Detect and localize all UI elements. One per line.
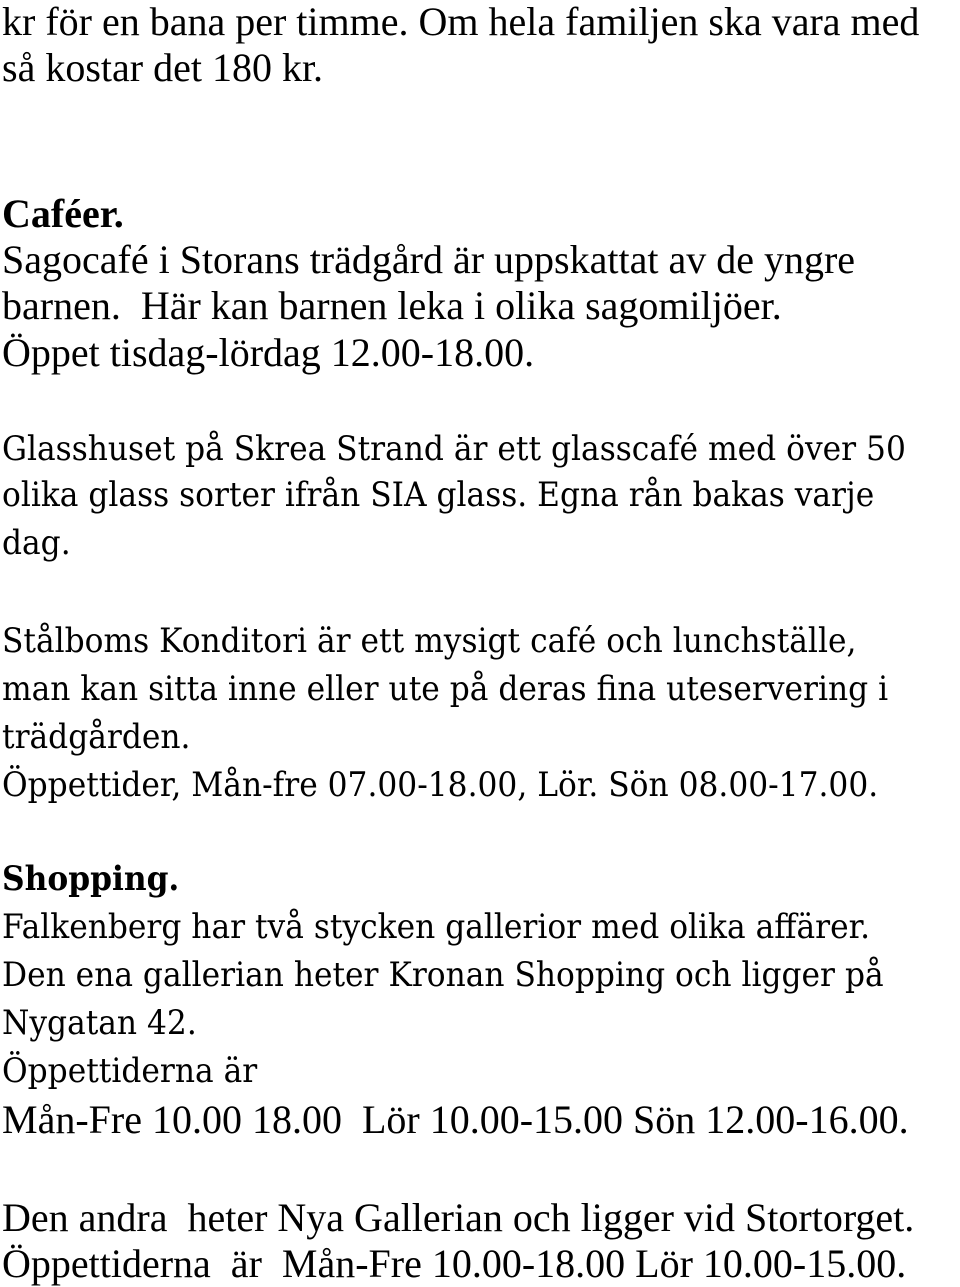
shopping-line-3: Nygatan 42. <box>2 1003 197 1043</box>
shopping-line-4: Öppettiderna är <box>2 1051 258 1091</box>
sagocafe-line-1: Sagocafé i Storans trädgård är uppskattat av de yngre <box>2 237 856 282</box>
stalboms-line-2: man kan sitta inne eller ute på deras fina uteservering i <box>2 669 889 709</box>
cafes-heading: Caféer. <box>2 191 124 236</box>
shopping-line-2: Den ena gallerian heter Kronan Shopping och ligger på <box>2 955 884 995</box>
sagocafe-line-3: Öppet tisdag-lördag 12.00-18.00. <box>2 330 535 375</box>
shopping-heading: Shopping. <box>2 859 180 899</box>
stalboms-line-1: Stålboms Konditori är ett mysigt café och lunchställe, <box>2 621 857 661</box>
glasshuset-line-2: olika glass sorter ifrån SIA glass. Egna rån bakas varje <box>2 475 875 515</box>
shopping-line-5: Mån-Fre 10.00 18.00 Lör 10.00-15.00 Sön 12.00-16.00. <box>2 1097 909 1142</box>
intro-line-1: kr för en bana per timme. Om hela familjen ska vara med <box>2 0 920 44</box>
stalboms-line-4: Öppettider, Mån-fre 07.00-18.00, Lör. Sön 08.00-17.00. <box>2 765 879 805</box>
intro-line-2: så kostar det 180 kr. <box>2 45 324 90</box>
glasshuset-line-3: dag. <box>2 523 71 563</box>
shopping-line-6: Den andra heter Nya Gallerian och ligger vid Stortorget. <box>2 1195 915 1240</box>
shopping-line-7: Öppettiderna är Mån-Fre 10.00-18.00 Lör 10.00-15.00. <box>2 1241 907 1286</box>
sagocafe-line-2: barnen. Här kan barnen leka i olika sagomiljöer. <box>2 283 782 328</box>
shopping-line-1: Falkenberg har två stycken gallerior med olika affärer. <box>2 907 871 947</box>
glasshuset-line-1: Glasshuset på Skrea Strand är ett glasscafé med över 50 <box>2 429 906 469</box>
stalboms-line-3: trädgården. <box>2 717 191 757</box>
